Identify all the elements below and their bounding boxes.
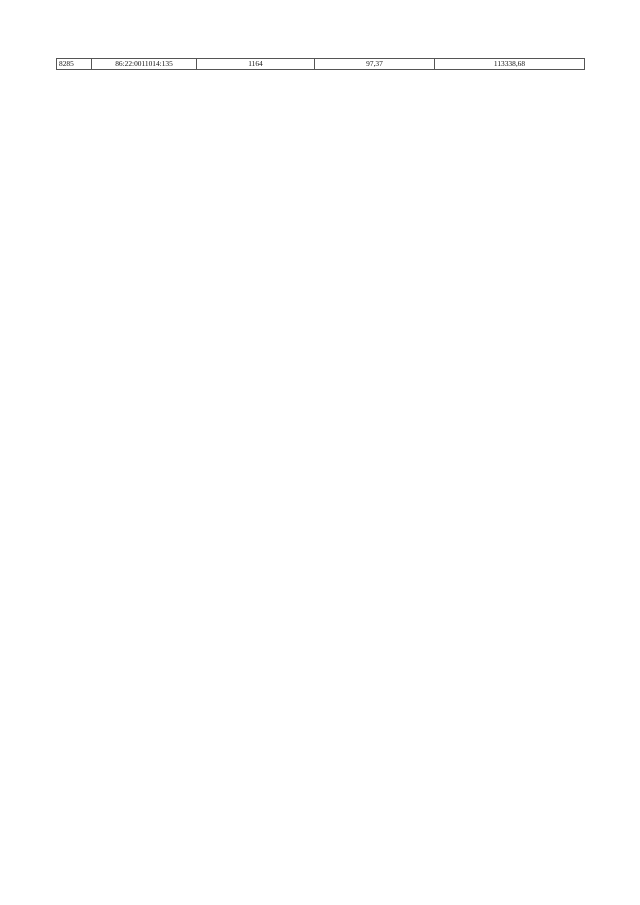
registry-table-body	[57, 59, 585, 70]
total-value-cell: 113338,68	[435, 59, 585, 70]
area-cell: 1164	[197, 59, 315, 70]
row-number-cell: 8285	[57, 59, 92, 70]
registry-table	[56, 58, 585, 70]
rate-cell: 97,37	[315, 59, 435, 70]
table-row	[57, 59, 585, 70]
cadastral-number-cell: 86:22:0011014:135	[92, 59, 197, 70]
